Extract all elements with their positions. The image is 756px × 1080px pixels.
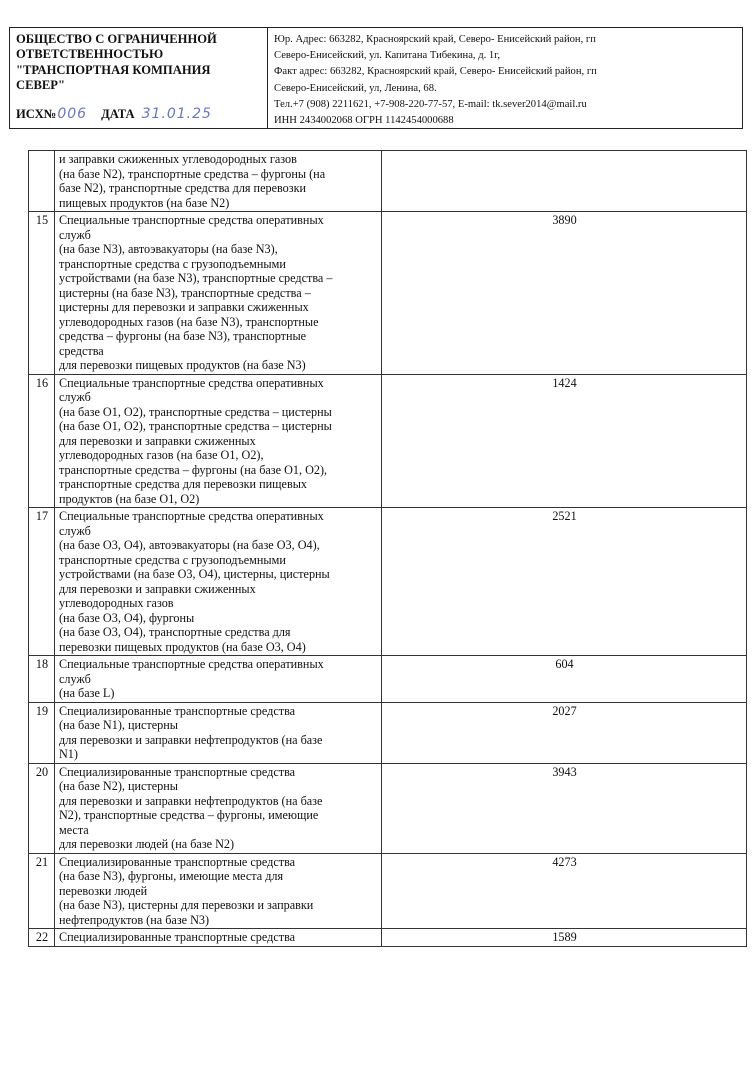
row-number: 20 bbox=[29, 763, 55, 853]
row-description-text: Специализированные транспортные средства (на базе N2), цистерны для перевозки и заправки нефтепродуктов (на базе N2), транспортные средства – фургоны, имеющие места для перевозки людей (на базе N2) bbox=[59, 764, 323, 851]
row-description-text: Специализированные транспортные средства (на базе N1), цистерны для перевозки и заправки нефтепродуктов (на базе N1) bbox=[59, 703, 323, 761]
company-name-line: СЕВЕР" bbox=[16, 78, 65, 93]
company-name-line: ОБЩЕСТВО С ОГРАНИЧЕННОЙ bbox=[16, 32, 217, 46]
company-name-line: ОТВЕТСТВЕННОСТЬЮ bbox=[16, 47, 164, 62]
address-line: Юр. Адрес: 663282, Красноярский край, Северо- Енисейский район, гп bbox=[274, 34, 596, 45]
row-value: 2521 bbox=[382, 508, 747, 656]
row-number: 19 bbox=[29, 702, 55, 763]
row-description bbox=[55, 212, 382, 375]
row-description-text: Специальные транспортные средства оперативных служб (на базе O3, O4), автоэвакуаторы (на базе O3, O4), транспортные средства с грузоподъемными устройствами (на базе O3, O4), цистерны, цистерны для перевозки и заправки сжиженных углеводородных газов (на базе O3, O4), фургоны (на базе O3, O4), транспортные средства для перевозки пищевых продуктов (на базе O3, O4) bbox=[59, 509, 330, 654]
date-label: ДАТА bbox=[101, 107, 135, 121]
row-description-text: Специализированные транспортные средства (на базе N3), фургоны, имеющие места для перевозки людей (на базе N3), цистерны для перевозки и заправки нефтепродуктов (на базе N3) bbox=[59, 854, 314, 927]
row-description bbox=[55, 508, 382, 656]
date-handwritten: 31.01.25 bbox=[141, 106, 212, 122]
row-description bbox=[55, 763, 382, 853]
row-number: 21 bbox=[29, 853, 55, 929]
row-value bbox=[382, 151, 747, 212]
vehicle-category-table bbox=[28, 150, 747, 947]
contact-line: Тел.+7 (908) 2211621, +7-908-220-77-57, E-mail: tk.sever2014@mail.ru bbox=[274, 98, 587, 110]
table-row bbox=[29, 853, 747, 929]
row-description-text: Специальные транспортные средства оперативных служб (на базе N3), автоэвакуаторы (на базе N3), транспортные средства с грузоподъемными устройствами (на базе N3), транспортные средства – цистерны (на базе N3), транспортные средства – цистерны для перевозки и заправки сжиженных углеводородных газов (на базе N3), транспортные средства – фургоны (на базе N3), транспортные средства для перевозки пищевых продуктов (на базе N3) bbox=[59, 213, 333, 372]
address-line: Северо-Енисейский, ул, Ленина, 68. bbox=[274, 82, 437, 94]
table-row bbox=[29, 702, 747, 763]
table-row bbox=[29, 763, 747, 853]
row-description bbox=[55, 374, 382, 508]
row-description-text: Специальные транспортные средства оперативных служб (на базе O1, O2), транспортные средства – цистерны (на базе O1, O2), транспортные средства – цистерны для перевозки и заправки сжиженных углеводородных газов (на базе O1, O2), транспортные средства – фургоны (на базе O1, O2), транспортные средства для перевозки пищевых продуктов (на базе O1, O2) bbox=[59, 375, 332, 506]
row-value: 1424 bbox=[382, 374, 747, 508]
table-row bbox=[29, 508, 747, 656]
company-name bbox=[16, 32, 261, 94]
reference-row bbox=[16, 106, 212, 122]
row-value: 1589 bbox=[382, 929, 747, 947]
company-name-line: "ТРАНСПОРТНАЯ КОМПАНИЯ bbox=[16, 62, 211, 77]
row-value: 3943 bbox=[382, 763, 747, 853]
table-body bbox=[29, 151, 747, 947]
row-number bbox=[29, 151, 55, 212]
row-value: 604 bbox=[382, 656, 747, 703]
row-description bbox=[55, 656, 382, 703]
row-number: 22 bbox=[29, 929, 55, 947]
table-row bbox=[29, 212, 747, 375]
letterhead-company-block bbox=[10, 28, 268, 128]
letterhead bbox=[9, 27, 743, 129]
row-number: 16 bbox=[29, 374, 55, 508]
table-row bbox=[29, 151, 747, 212]
address-line: Факт адрес: 663282, Красноярский край, Северо- Енисейский район, гп bbox=[274, 66, 597, 78]
row-description bbox=[55, 702, 382, 763]
row-value: 3890 bbox=[382, 212, 747, 375]
address-line: Северо-Енисейский, ул. Капитана Тибекина, д. 1г, bbox=[274, 50, 500, 62]
ref-number-handwritten: 006 bbox=[57, 106, 88, 122]
row-number: 18 bbox=[29, 656, 55, 703]
row-description-text: Специальные транспортные средства оперативных служб (на базе L) bbox=[59, 657, 324, 700]
table-row bbox=[29, 929, 747, 947]
row-description bbox=[55, 929, 382, 947]
table-row bbox=[29, 374, 747, 508]
ref-number-label: ИСХ№ bbox=[16, 107, 57, 121]
row-number: 15 bbox=[29, 212, 55, 375]
row-description-text: и заправки сжиженных углеводородных газов (на базе N2), транспортные средства – фургоны (на базе N2), транспортные средства для перевозки пищевых продуктов (на базе N2) bbox=[59, 152, 326, 210]
table-row bbox=[29, 656, 747, 703]
letterhead-contacts bbox=[268, 28, 742, 128]
row-description bbox=[55, 853, 382, 929]
row-description-text: Специализированные транспортные средства bbox=[59, 930, 296, 944]
row-value: 2027 bbox=[382, 702, 747, 763]
registration-line: ИНН 2434002068 ОГРН 1142454000688 bbox=[274, 115, 454, 127]
row-number: 17 bbox=[29, 508, 55, 656]
row-value: 4273 bbox=[382, 853, 747, 929]
row-description bbox=[55, 151, 382, 212]
